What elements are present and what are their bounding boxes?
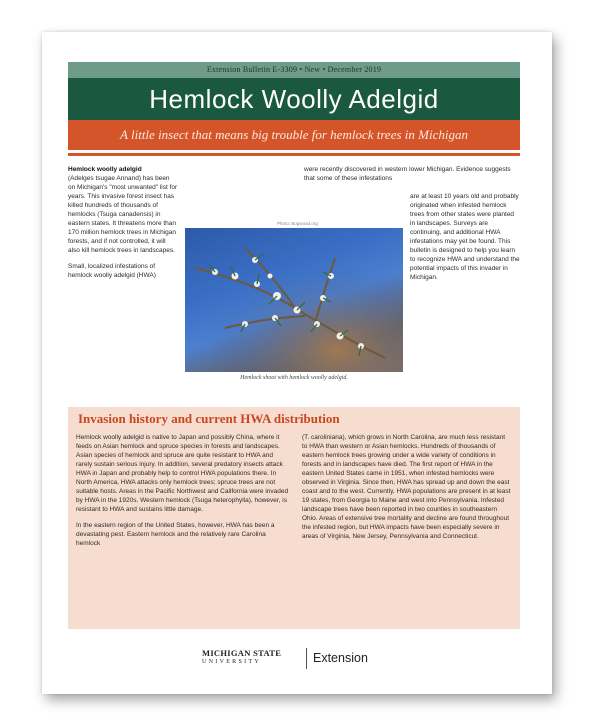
msu-extension-logo xyxy=(202,648,402,672)
section-right-column: (T. caroliniana), which grows in North Carolina, are much less resistant to HWA than western or Asian hemlocks. Hundreds of thousands of eastern hemlock trees growing under a wide variety of conditions in forests and in landscapes have died. The first report of HWA in the eastern United States came in 1951, when infested hemlocks were observed in Virginia. Since then, HWA has spread up and down the east coast and to the west. Currently, HWA populations are present in at least 19 states, from Georgia to Maine and west into Pennsylvania. Infested landscape trees have been reported in two counties in southeastern Ohio. Areas of extensive tree mortality and decline are found throughout the infested region, but HWA impacts have been especially severe in areas of Virginia, New Jersey, Pennsylvania and Connecticut. xyxy=(302,434,511,540)
photo-credit: Photo: Bugwood.org xyxy=(277,221,318,226)
section-paragraph-2: In the eastern region of the United States, however, HWA has been a devastating pest. Eastern hemlock and the relatively rare Carolina hemlock xyxy=(76,522,275,547)
intro-paragraph-1: (Adelges tsugae Annand) has been on Michigan's "most unwanted" list for years. This invasive forest insect has killed hundreds of thousands of hemlocks (Tsuga canadensis) in eastern states. It threatens more than 170 million hemlock trees in Michigan forests, and if not controlled, it will also kill hemlock trees in landscapes. xyxy=(68,175,178,254)
section-title: Invasion history and current HWA distribution xyxy=(78,411,340,426)
page-subtitle: A little insect that means big trouble for hemlock trees in Michigan xyxy=(120,127,468,142)
intro-right-top: were recently discovered in western lower Michigan. Evidence suggests that some of these infestations xyxy=(304,166,511,182)
extension-wordmark: Extension xyxy=(313,651,368,665)
section-left-column xyxy=(76,433,290,555)
intro-paragraph-2: Small, localized infestations of hemlock woolly adelgid (HWA) xyxy=(68,263,156,279)
msu-wordmark: MICHIGAN STATE xyxy=(202,648,282,658)
subtitle-band xyxy=(68,120,520,150)
hemlock-branch-illustration xyxy=(185,228,403,372)
msu-university-text: UNIVERSITY xyxy=(202,659,261,665)
intro-right-column: are at least 10 years old and probably originated when infested hemlock trees from other states were planted in landscapes. Surveys are continuing, and additional HWA infestations may yet be found. This bulletin is designed to help you learn to recognize HWA and understand the potential impacts of this invader in Michigan. xyxy=(410,193,520,281)
page-title: Hemlock Woolly Adelgid xyxy=(149,84,439,114)
logo-divider xyxy=(306,648,307,669)
intro-left-top xyxy=(68,165,280,174)
invasion-history-section xyxy=(68,407,520,629)
section-paragraph-1: Hemlock woolly adelgid is native to Japan and possibly China, where it feeds on Asian hemlock and spruce species in forests and landscapes. Asian species of hemlock and spruce are quite resistant to HWA and rarely sustain serious injury. In addition, several predatory insects attack HWA in Japan and probably help to control HWA populations there. In North America, HWA attacks only hemlock trees; spruce trees are not suitable hosts. Areas in the Pacific Northwest and California were invaded by HWA in the 1920s. Western hemlock (Tsuga heterophylla), however, is resistant to HWA and sustains little damage. xyxy=(76,434,289,513)
bulletin-page xyxy=(42,32,552,694)
intro-left-column xyxy=(68,174,178,287)
hemlock-photo xyxy=(185,228,403,372)
bulletin-info-bar: Extension Bulletin E-3309 • New • December 2019 xyxy=(68,62,520,78)
title-band xyxy=(68,78,520,120)
intro-lead: Hemlock woolly adelgid xyxy=(68,166,142,173)
photo-caption: Hemlock shoot with hemlock woolly adelgid. xyxy=(240,375,348,381)
subtitle-rule xyxy=(68,153,520,156)
